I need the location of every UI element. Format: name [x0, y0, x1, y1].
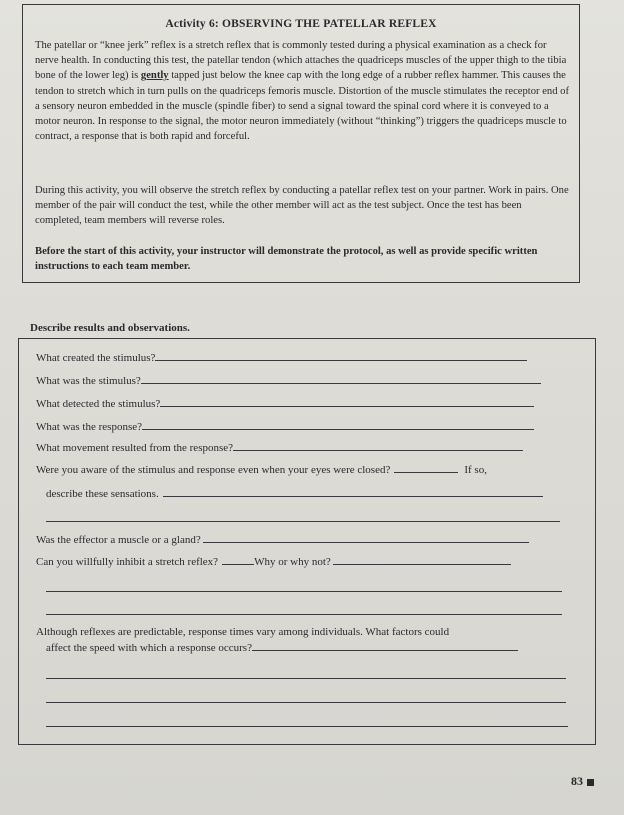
- page-number: [571, 774, 594, 789]
- answer-line[interactable]: [46, 614, 562, 615]
- answer-line[interactable]: [46, 726, 568, 727]
- page-number-text: 83: [571, 774, 583, 788]
- answer-line[interactable]: [163, 495, 543, 497]
- question-label-continued: Why or why not?: [254, 556, 331, 568]
- question-label-continued: If so,: [464, 464, 487, 476]
- question-label: What created the stimulus?: [36, 352, 156, 364]
- instructor-note: Before the start of this activity, your instructor will demonstrate the protocol, as well as provide specific written instructions to each team member.: [35, 246, 538, 273]
- intro-text-2: tapped just below the knee cap with the long edge of a rubber reflex hammer. This causes the tendon to stretch which in turn pulls on the quadriceps femoris muscle. Distortion of the muscle stimulates the receptor end of a sensory neuron embedded in the muscle (spindle fiber) to send a signal toward the spinal cord where it is conveyed to a motor neuron. In response to the signal, the motor neuron immediately (without “thinking”) triggers the quadriceps muscle to contract, a response that is both rapid and forceful.: [35, 70, 569, 143]
- answer-line[interactable]: [394, 471, 458, 473]
- answer-line[interactable]: [46, 678, 566, 679]
- question-label: What movement resulted from the response?: [36, 442, 234, 454]
- question-sensations: [46, 488, 543, 500]
- question-label: What was the stimulus?: [36, 375, 141, 387]
- procedure-paragraph: During this activity, you will observe the stretch reflex by conducting a patellar reflex test on your partner. Work in pairs. One member of the pair will conduct the test, while the other member will act as the test subject. Once the test has been completed, team members will reverse roles.: [35, 185, 569, 227]
- answer-line[interactable]: [333, 563, 511, 565]
- question-stimulus: [36, 375, 541, 387]
- question-label: describe these sensations.: [46, 488, 159, 500]
- answer-line[interactable]: [141, 382, 541, 384]
- answer-line[interactable]: [46, 521, 560, 522]
- intro-text-1: The patellar or “knee jerk” reflex is a stretch reflex that is commonly tested during a physical examination as a check for nerve health. In conducting this test, the patellar tendon (which attaches the quadriceps muscles of the upper thigh to the tibia bone of the lower leg) is: [35, 40, 567, 82]
- gently-emphasis: gently: [140, 70, 169, 82]
- answer-line[interactable]: [142, 428, 534, 430]
- question-movement: [36, 442, 523, 454]
- question-effector: [36, 534, 529, 546]
- answer-line[interactable]: [46, 591, 562, 592]
- question-detector: [36, 398, 534, 410]
- answer-line[interactable]: [46, 702, 566, 703]
- question-label: What was the response?: [36, 421, 142, 433]
- question-label: Were you aware of the stimulus and response even when your eyes were closed?: [36, 464, 391, 476]
- results-heading: Describe results and observations.: [30, 322, 190, 334]
- question-label: Can you willfully inhibit a stretch reflex?: [36, 556, 219, 568]
- question-factors: [36, 626, 449, 638]
- question-label: What detected the stimulus?: [36, 398, 161, 410]
- question-inhibit: [36, 556, 511, 568]
- answer-line[interactable]: [252, 649, 518, 651]
- answer-line[interactable]: [233, 449, 523, 451]
- square-bullet-icon: [587, 779, 594, 786]
- question-label: Although reflexes are predictable, response times vary among individuals. What factors could: [36, 626, 450, 638]
- intro-paragraph: [35, 38, 570, 144]
- answer-line[interactable]: [203, 541, 529, 543]
- question-label: Was the effector a muscle or a gland?: [36, 534, 201, 546]
- question-awareness: [36, 464, 487, 476]
- question-label: affect the speed with which a response occurs?: [46, 642, 252, 654]
- activity-title: Activity 6: OBSERVING THE PATELLAR REFLEX: [165, 18, 437, 30]
- question-factors-continued: [46, 642, 518, 654]
- question-response: [36, 421, 534, 433]
- answer-line[interactable]: [160, 405, 534, 407]
- question-stimulus-cause: [36, 352, 527, 364]
- answer-line[interactable]: [155, 359, 527, 361]
- answer-line[interactable]: [222, 563, 254, 565]
- activity-intro-box: [22, 4, 580, 283]
